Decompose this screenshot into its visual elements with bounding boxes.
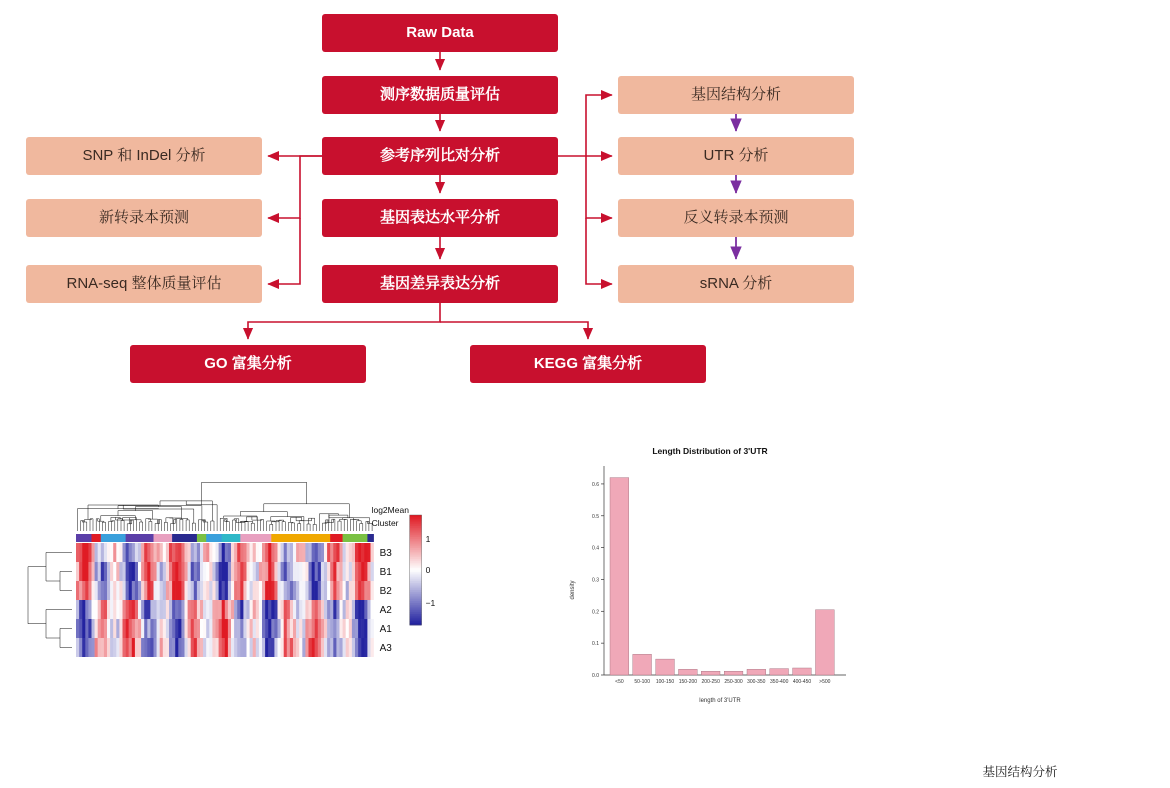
histogram-ylabel: density xyxy=(570,580,576,600)
histogram-x-tick: 300-350 xyxy=(747,679,766,685)
figures-panel xyxy=(0,400,1058,779)
histogram-x-tick: 100-150 xyxy=(655,679,675,685)
histogram-bar xyxy=(724,671,743,675)
histogram-x-tick: 200-250 xyxy=(701,679,720,685)
heatmap-figure xyxy=(20,448,440,708)
histogram-caption: 基因结构分析 xyxy=(982,765,1058,779)
histogram-y-tick: 0.6 xyxy=(592,481,599,488)
histogram-y-tick: 0.0 xyxy=(592,673,599,679)
histogram-xlabel: length of 3'UTR xyxy=(699,698,741,704)
histogram-x-tick: <50 xyxy=(615,679,624,685)
histogram-x-tick: >500 xyxy=(819,679,831,685)
flowchart xyxy=(0,0,868,400)
flow-node-new-transcript[interactable]: 新转录本预测 xyxy=(26,199,262,237)
heatmap-legend-title-log2mean: log2Mean xyxy=(371,505,409,515)
histogram-bar xyxy=(770,669,789,675)
histogram-bar xyxy=(656,659,675,675)
histogram-x-tick: 250-300 xyxy=(724,679,743,685)
flow-node-raw-data[interactable]: Raw Data xyxy=(322,14,558,52)
heatmap-legend-tick: 1 xyxy=(425,534,431,545)
flow-node-rnaseq-qc[interactable]: RNA-seq 整体质量评估 xyxy=(26,265,262,303)
histogram-bar xyxy=(747,669,766,675)
histogram-figure xyxy=(560,440,1058,779)
flow-node-snp-indel[interactable]: SNP 和 InDel 分析 xyxy=(26,137,262,175)
histogram-bar xyxy=(816,610,835,675)
heatmap-row-label: A2 xyxy=(379,605,392,616)
histogram-x-tick: 400-450 xyxy=(792,679,812,685)
flow-node-utr[interactable]: UTR 分析 xyxy=(618,137,854,175)
histogram-bar xyxy=(633,654,652,675)
heatmap-row-label: A1 xyxy=(379,624,392,635)
flow-node-srna[interactable]: sRNA 分析 xyxy=(618,265,854,303)
flow-node-diff-expression[interactable]: 基因差异表达分析 xyxy=(322,265,558,303)
histogram-title: Length Distribution of 3'UTR xyxy=(652,446,768,456)
histogram-bar xyxy=(610,478,629,675)
heatmap-svg xyxy=(20,448,440,748)
histogram-y-tick: 0.2 xyxy=(592,609,599,616)
flow-node-expression[interactable]: 基因表达水平分析 xyxy=(322,199,558,237)
heatmap-legend-tick: 0 xyxy=(425,565,431,575)
histogram-bar xyxy=(701,671,720,675)
histogram-bar xyxy=(793,668,812,675)
flow-node-antisense[interactable]: 反义转录本预测 xyxy=(618,199,854,237)
flow-node-go[interactable]: GO 富集分析 xyxy=(130,345,366,383)
heatmap-row-label: B3 xyxy=(379,548,392,559)
histogram-y-tick: 0.3 xyxy=(592,577,599,584)
histogram-bar xyxy=(679,669,698,675)
flow-node-qc[interactable]: 测序数据质量评估 xyxy=(322,76,558,114)
heatmap-row-label: B1 xyxy=(379,567,392,578)
heatmap-legend-title-cluster: Cluster xyxy=(371,518,399,528)
histogram-y-tick: 0.1 xyxy=(592,641,599,648)
heatmap-legend-tick: −1 xyxy=(425,598,436,608)
flow-node-gene-structure[interactable]: 基因结构分析 xyxy=(618,76,854,114)
flow-node-alignment[interactable]: 参考序列比对分析 xyxy=(322,137,558,175)
heatmap-caption xyxy=(0,770,140,788)
histogram-y-tick: 0.4 xyxy=(592,545,599,552)
flow-node-kegg[interactable]: KEGG 富集分析 xyxy=(470,345,706,383)
histogram-x-tick: 150-200 xyxy=(678,679,698,685)
histogram-y-tick: 0.5 xyxy=(592,513,599,520)
heatmap-row-label: A3 xyxy=(379,643,392,654)
histogram-x-tick: 350-400 xyxy=(770,679,789,685)
histogram-svg xyxy=(560,440,860,730)
histogram-x-tick: 50-100 xyxy=(634,679,650,685)
heatmap-row-label: B2 xyxy=(379,586,392,597)
